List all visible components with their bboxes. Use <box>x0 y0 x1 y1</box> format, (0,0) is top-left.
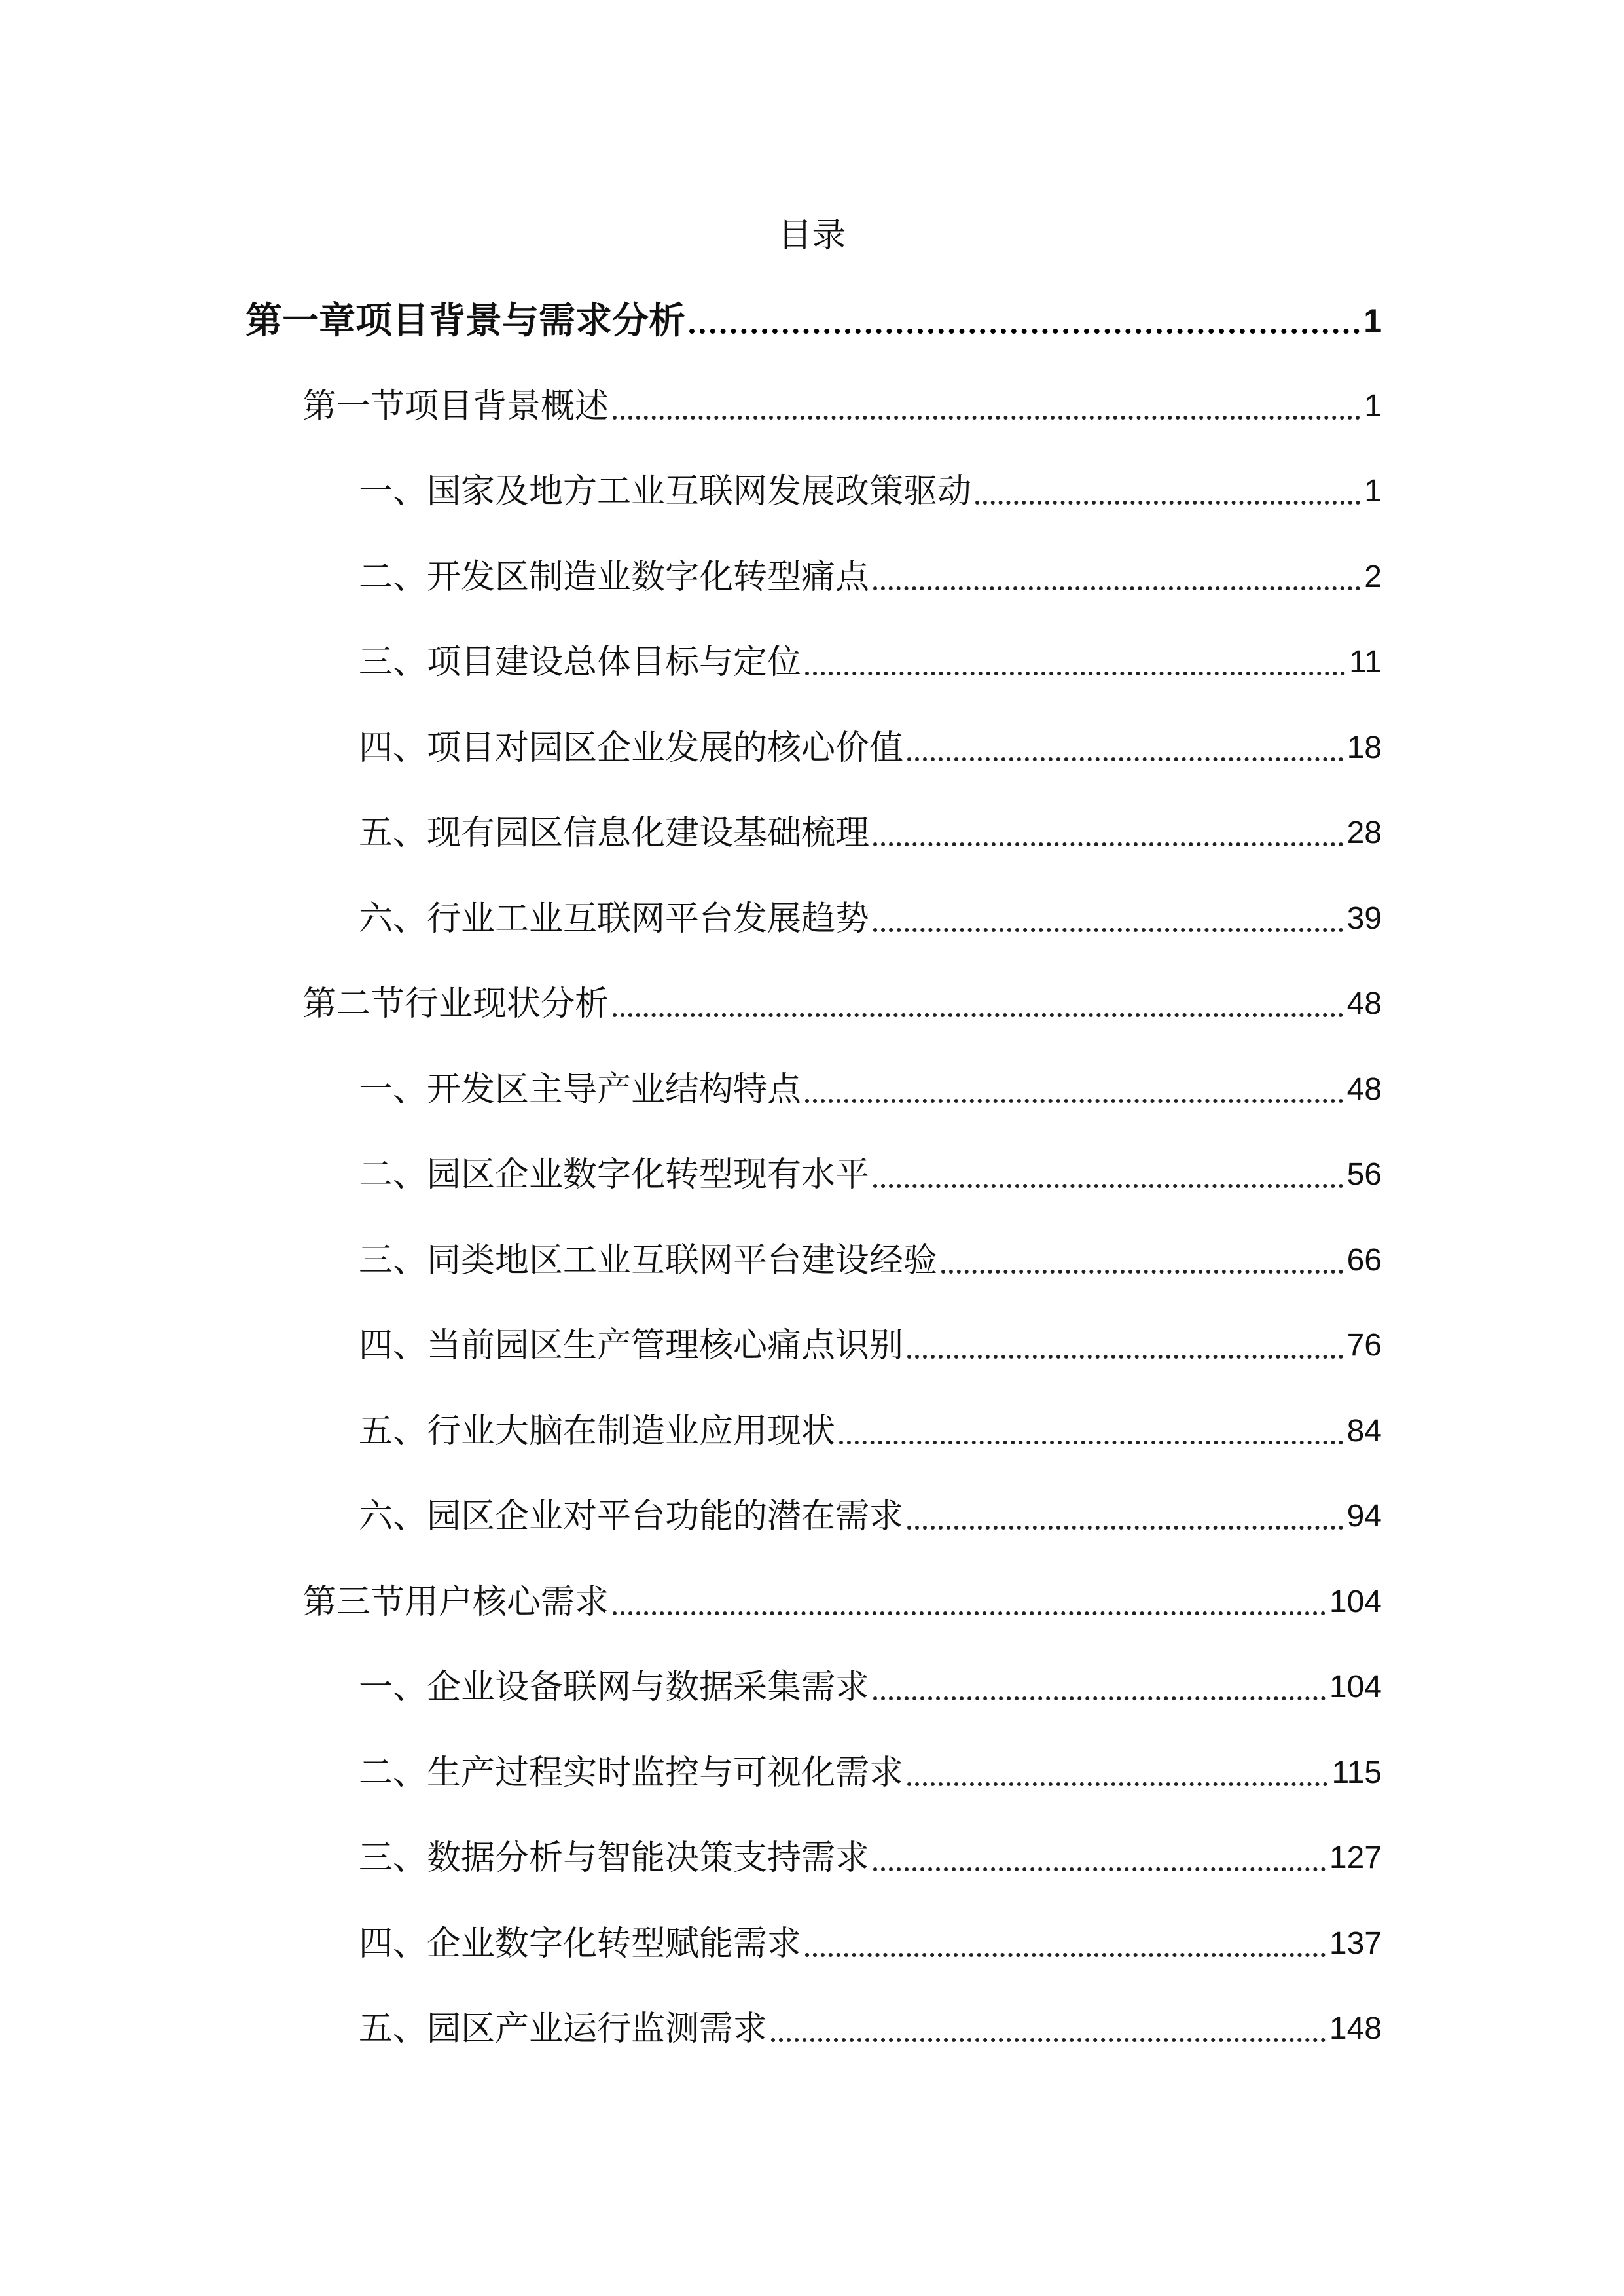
toc-entry[interactable] <box>359 722 1382 774</box>
dot-leader <box>839 1441 1343 1444</box>
toc-entry-label: 第一章项目背景与需求分析 <box>245 299 685 342</box>
toc-entry-label: 三、数据分析与智能决策支持需求 <box>359 1839 870 1878</box>
toc-entry-label: 四、当前园区生产管理核心痛点识别 <box>359 1326 904 1365</box>
dot-leader <box>771 2038 1326 2042</box>
toc-entry-page-number: 48 <box>1346 1072 1382 1107</box>
toc-entry[interactable] <box>302 978 1382 1030</box>
toc-entry-page-number: 76 <box>1346 1328 1382 1363</box>
toc-entry[interactable] <box>359 807 1382 859</box>
toc-entry-label: 一、开发区主导产业结构特点 <box>359 1070 802 1109</box>
toc-entry-label: 三、项目建设总体目标与定位 <box>359 643 802 682</box>
toc-entry-page-number: 148 <box>1329 2011 1382 2046</box>
dot-leader <box>805 1099 1343 1103</box>
dot-leader <box>873 1184 1343 1188</box>
dot-leader <box>873 1696 1326 1700</box>
toc-entry-label: 六、园区企业对平台功能的潜在需求 <box>359 1497 904 1536</box>
toc-entry-page-number: 104 <box>1329 1585 1382 1619</box>
dot-leader <box>689 329 1360 334</box>
toc-entry-page-number: 48 <box>1346 986 1382 1021</box>
dot-leader <box>907 1782 1327 1786</box>
dot-leader <box>907 1355 1343 1359</box>
toc-entry-page-number: 94 <box>1346 1499 1382 1534</box>
toc-entry[interactable] <box>359 1405 1382 1458</box>
toc-entry[interactable] <box>302 380 1382 433</box>
toc-entry-label: 五、园区产业运行监测需求 <box>359 2009 768 2049</box>
toc-entry-page-number: 66 <box>1346 1243 1382 1278</box>
toc-entry-label: 三、同类地区工业互联网平台建设经验 <box>359 1241 938 1280</box>
dot-leader <box>907 1526 1343 1530</box>
toc-entry-label: 第二节行业现状分析 <box>302 984 609 1024</box>
toc-entry-label: 五、行业大脑在制造业应用现状 <box>359 1412 836 1451</box>
dot-leader <box>613 1013 1343 1017</box>
toc-entry-page-number: 2 <box>1364 560 1382 594</box>
dot-leader <box>613 416 1360 420</box>
toc-entry-page-number: 56 <box>1346 1157 1382 1192</box>
toc-entry-page-number: 115 <box>1331 1755 1382 1790</box>
toc-entry[interactable] <box>359 1319 1382 1372</box>
toc-entry-label: 一、企业设备联网与数据采集需求 <box>359 1668 870 1707</box>
toc-entry-label: 五、现有园区信息化建设基础梳理 <box>359 814 870 853</box>
toc-entry[interactable] <box>359 636 1382 689</box>
toc-entry-label: 二、生产过程实时监控与可视化需求 <box>359 1753 904 1793</box>
toc-entry-label: 第三节用户核心需求 <box>302 1583 609 1622</box>
toc-entry[interactable] <box>359 1490 1382 1543</box>
toc-entry[interactable] <box>359 1234 1382 1287</box>
toc-entry-page-number: 11 <box>1349 645 1382 679</box>
toc-entry-label: 二、园区企业数字化转型现有水平 <box>359 1155 870 1194</box>
toc-entry-label: 一、国家及地方工业互联网发展政策驱动 <box>359 472 972 511</box>
toc-entry-page-number: 1 <box>1364 389 1382 423</box>
toc-entry[interactable] <box>302 1576 1382 1628</box>
dot-leader <box>975 501 1360 505</box>
toc-entry-page-number: 1 <box>1363 302 1382 339</box>
dot-leader <box>613 1611 1326 1615</box>
toc-entry-page-number: 84 <box>1346 1414 1382 1448</box>
dot-leader <box>805 672 1345 675</box>
page-title: 目录 <box>778 216 846 255</box>
toc-entry-page-number: 18 <box>1346 730 1382 765</box>
toc-entry[interactable] <box>359 1832 1382 1884</box>
toc-entry[interactable] <box>359 551 1382 603</box>
toc-entry[interactable] <box>359 465 1382 518</box>
dot-leader <box>873 842 1343 846</box>
dot-leader <box>873 1867 1326 1871</box>
dot-leader <box>907 757 1343 761</box>
toc-entry-page-number: 127 <box>1329 1840 1382 1875</box>
toc-entry[interactable] <box>359 1149 1382 1201</box>
toc-entry[interactable] <box>245 295 1382 347</box>
toc-entry[interactable] <box>359 1918 1382 1970</box>
toc-entry-label: 六、行业工业互联网平台发展趋势 <box>359 899 870 939</box>
toc-entry-page-number: 104 <box>1329 1670 1382 1704</box>
toc-entry-page-number: 28 <box>1346 816 1382 850</box>
toc-entry[interactable] <box>359 1064 1382 1116</box>
dot-leader <box>805 1953 1326 1957</box>
dot-leader <box>941 1270 1343 1274</box>
toc-entry-page-number: 137 <box>1329 1926 1382 1961</box>
toc-entry-label: 第一节项目背景概述 <box>302 387 609 426</box>
dot-leader <box>873 928 1343 932</box>
toc-entry-page-number: 39 <box>1346 901 1382 936</box>
toc-entry-label: 四、项目对园区企业发展的核心价值 <box>359 728 904 768</box>
toc-entry-label: 二、开发区制造业数字化转型痛点 <box>359 558 870 597</box>
toc-entry-label: 四、企业数字化转型赋能需求 <box>359 1924 802 1964</box>
toc-entry[interactable] <box>359 893 1382 945</box>
toc-entry[interactable] <box>359 1661 1382 1713</box>
dot-leader <box>873 586 1360 590</box>
toc-entry-page-number: 1 <box>1364 474 1382 509</box>
toc-entry[interactable] <box>359 1747 1382 1799</box>
toc-entry[interactable] <box>359 2003 1382 2055</box>
